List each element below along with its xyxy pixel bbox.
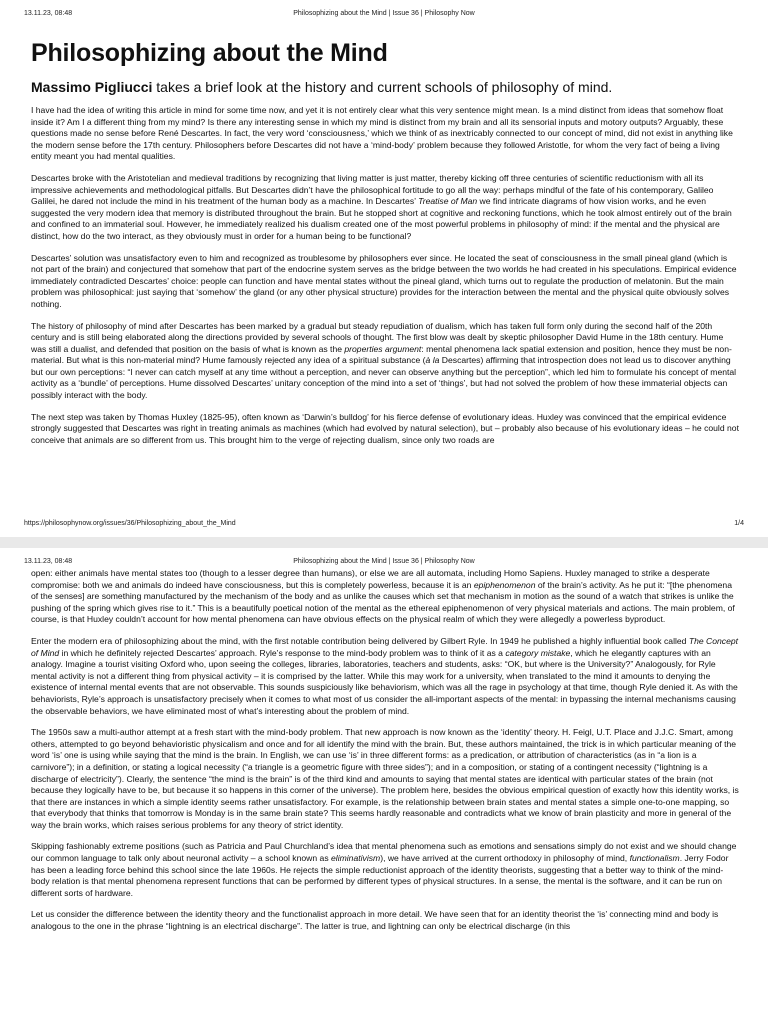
paragraph: open: either animals have mental states too (though to a lesser degree than humans), or else we are all automata, including Homo Sapiens. Huxley managed to strike a desperate compromise: both we and animals do indeed have consciousness, but this is completely powerless, because it is an epiphenomenon of the brain’s activity. As he put it: “[the phenomena of the senses] are something manufactured by the mechanism of the body and as unlike the causes which set that mechanism in motion as the sound of a watch that strikes is unlike the pushing of the spring which gives rise to it.” This is a beautifully poetical notion of the mental as the ethereal epiphenomenon of very physical materials and actions. The main problem, of course, is that Huxley couldn’t account for how mental phenomena can have obvious effects on the physical realm of which they were allegedly a powerless byproduct. (31, 568, 735, 625)
print-footer (24, 520, 744, 532)
emphasis: eliminativism (331, 853, 381, 864)
print-datetime: 13.11.23, 08:48 (24, 10, 73, 17)
paragraph: I have had the idea of writing this article in mind for some time now, and yet it is not entirely clear what this very sentence might mean. Is a mind distinct from ideas that somehow float inside it? Am I a different thing from my mind? Is there any interesting sense in which my mind is distinct from my brain and all its sensorial inputs and motory outputs? Arguably, these questions made no sense before René Descartes. In fact, the very word ‘consciousness,’ which we think of as inextricably connected to our concept of mind, did not exist in anything like the modern sense before the 17th century. Philosophers before Descartes did not have a ‘mind-body’ problem because they followed Aristotle, for whom the very fact of being a living entity meant you had mental qualities. (31, 105, 733, 162)
print-url[interactable]: https://philosophynow.org/issues/36/Philosophizing_about_the_Mind (24, 520, 236, 527)
emphasis: The Concept of Mind (31, 635, 739, 658)
print-header (24, 10, 744, 22)
article-standfirst (31, 78, 740, 96)
paragraph: Descartes broke with the Aristotelian and medieval traditions by recognizing that living matter is just matter, thereby kicking off three centuries of scientific reductionism with all its impressive achievements and methodological pitfalls. But Descartes didn’t have the philosophical fortitude to go all the way: perhaps mindful of the fate of his contemporary, Galileo Galilei, he dared not include the mind in his treatment of the human body as a machine. In Descartes’ Treatise of Man we find intricate diagrams of how vision works, and he even suggested the very modern idea that memory is distributed throughout the brain. But he stopped short at cognitive and reckoning functions, which he took almost entirely out of the brain and confined to an immaterial soul. However, he immediately realized his dualism created one of the most powerful problems in philosophy of mind: if the mental and the physical are distinct, how do the two interact, as they obviously must in order for a human being to be functional? (31, 172, 732, 241)
paragraph: The history of philosophy of mind after Descartes has been marked by a gradual but steady repudiation of dualism, which has taken full form only during the second half of the 20th century and is still being elaborated along the directions provided by several schools of thought. The first blow was dealt by skeptic philosopher David Hume in the 18th century. Hume was still a dualist, and defended that position on the basis of what is known as the properties argument: mental phenomena lack spatial extension and position, hence they must be non-material. But what is this non-material mind? Hume famously rejected any idea of a spiritual substance (à la Descartes) affirming that introspection does not lead us to discover anything but our own perceptions: “I never can catch myself at any time without a perception, and never can observe anything but the perception”, which led him to formulate his concept of mental activity as a ‘bundle’ of perceptions. Hume dissolved Descartes’ unitary conception of the mind into a set of ‘things’, but had not solved the problem of how these immaterial objects can possibly interact with the body. (31, 320, 737, 401)
paragraph: The 1950s saw a multi-author attempt at a fresh start with the mind-body problem. That new approach is now known as the ‘identity’ theory. H. Feigl, U.T. Place and J.J.C. Smart, among others, attempted to go beyond behavioristic physicalism and once and for all identify the mind with the brain. But, these authors maintained, the trick is in which particular meaning of the word ‘is’ one is using while saying that the mind is the brain. In English, we can use ‘is’ in three different forms: as a predication, or attribution of characteristics (as in “a lion is a carnivore”); in a definition, or stating a logical necessity (“a triangle is a geometric figure with three sides”); and in a composition, or stating of a contingent necessity (“lightning is a discharge of electricity”). Clearly, the sentence “the mind is the brain” is of the third kind and amounts to saying that mental states are identical with particular states of the brain (not because they logically have to be, but because it so happens in this corner of the universe). The problem here, besides the obvious empirical question of exactly how this identity works, is that there are instances in which a simple identity seems rather unsatisfactory. For example, is the relationship between brain states and mental states a simple one-to-one mapping, so that everybody that thinks that tomorrow is Monday is in the same brain state? This seems hardly reasonable and contradicts what we know of brain plasticity and more in general of the way the brain works, which raises serious problems for any theory of strict identity. (31, 727, 739, 830)
standfirst-text: takes a brief look at the history and current schools of philosophy of mind. (152, 79, 613, 95)
article-title: Philosophizing about the Mind (31, 39, 388, 67)
page-separator (0, 537, 768, 548)
author-name: Massimo Pigliucci (31, 79, 153, 95)
print-page-title: Philosophizing about the Mind | Issue 36 | Philosophy Now (293, 558, 475, 565)
print-datetime: 13.11.23, 08:48 (24, 558, 73, 565)
paragraph: Enter the modern era of philosophizing about the mind, with the first notable contribution being delivered by Gilbert Ryle. In 1949 he published a highly influential book called The Concept of Mind in which he definitely rejected Descartes’ approach. Ryle’s response to the mind-body problem was to think of it as a category mistake, which he elegantly captures with an analogy. Imagine a tourist visiting Oxford who, upon seeing the colleges, libraries, laboratories, teachers and students, asks: “OK, but where is the University?” Analogously, for Ryle mental activity is not a different thing from physical activity – it is comprised by the latter. While this may work for a university, when translated to the mind it amounts to denying the existence of internal mental events that are not observable. This sounds suspiciously like behaviorism, which was all the rage in psychology at that time, though Ryle denied it. As with the behaviorists, Ryle’s approach is unsatisfactory precisely when it comes to what most of us consider the all-important aspects of the mental: in bypassing the internal mechanisms causing the observable behaviors, we have eliminated most of what’s interesting about the problem of mind. (31, 635, 739, 716)
print-page-number: 1/4 (734, 520, 744, 527)
emphasis: category mistake (505, 647, 571, 658)
emphasis: Treatise of Man (418, 196, 478, 207)
emphasis: epiphenomenon (473, 579, 536, 590)
paragraph: The next step was taken by Thomas Huxley (1825-95), often known as ‘Darwin’s bulldog’ for his fierce defense of evolutionary ideas. Huxley was convinced that the empirical evidence strongly suggested that Descartes was right in treating animals as machines (which had evolved by natural selection), but – probably also because of his evolutionary ideas – he could not conceive that animals are so different from us. This brought him to the verge of rejecting dualism, since only two roads are (31, 411, 739, 445)
emphasis: à la (425, 355, 440, 366)
paragraph: Skipping fashionably extreme positions (such as Patricia and Paul Churchland’s idea that mental phenomena such as emotions and sensations simply do not exist and we should change our common language to talk only about neuronal activity – a school known as eliminativism), we have arrived at the current orthodoxy in philosophy of mind, functionalism. Jerry Fodor has been a leading force behind this school since the late 1960s. He rejects the simple reductionist approach of the identity theorists, suggesting that a better way to think of the mind-body relation is that mental phenomena represent functions that can be performed by different types of physical structures. In a sense, the mental is the software, and it can be run on different sorts of hardware. (31, 841, 737, 898)
print-page-title: Philosophizing about the Mind | Issue 36 | Philosophy Now (293, 10, 475, 17)
article-body (31, 38, 740, 456)
paragraph: Descartes’ solution was unsatisfactory even to him and recognized as troublesome by philosophers ever since. He located the seat of consciousness in the small pineal gland (which is not part of the brain) and conjectured that somehow that part of the endocrine system serves as the bridge between the two worlds he had created in his speculations. Empirical evidence immediately contradicted Descartes’ choice: people can function and have mental states without the pineal gland, which turns out to regulate the production of melatonin. But the main problem was philosophical: just saying that ‘somehow’ the gland (or any other physical structure) provides for the interaction between the mental and the physical quite obviously solves nothing. (31, 252, 737, 309)
paragraph: Let us consider the difference between the identity theory and the functionalist approach in more detail. We have seen that for an identity theorist the ‘is’ connecting mind and body is analogous to the one in the phrase “lightning is an electrical discharge”. The latter is true, and lightning can only be electrical discharge (in this (31, 909, 719, 932)
article-body-continued (31, 568, 740, 943)
emphasis: functionalism (629, 853, 680, 864)
pdf-page-2 (0, 548, 768, 1024)
emphasis: properties argument (344, 343, 422, 354)
